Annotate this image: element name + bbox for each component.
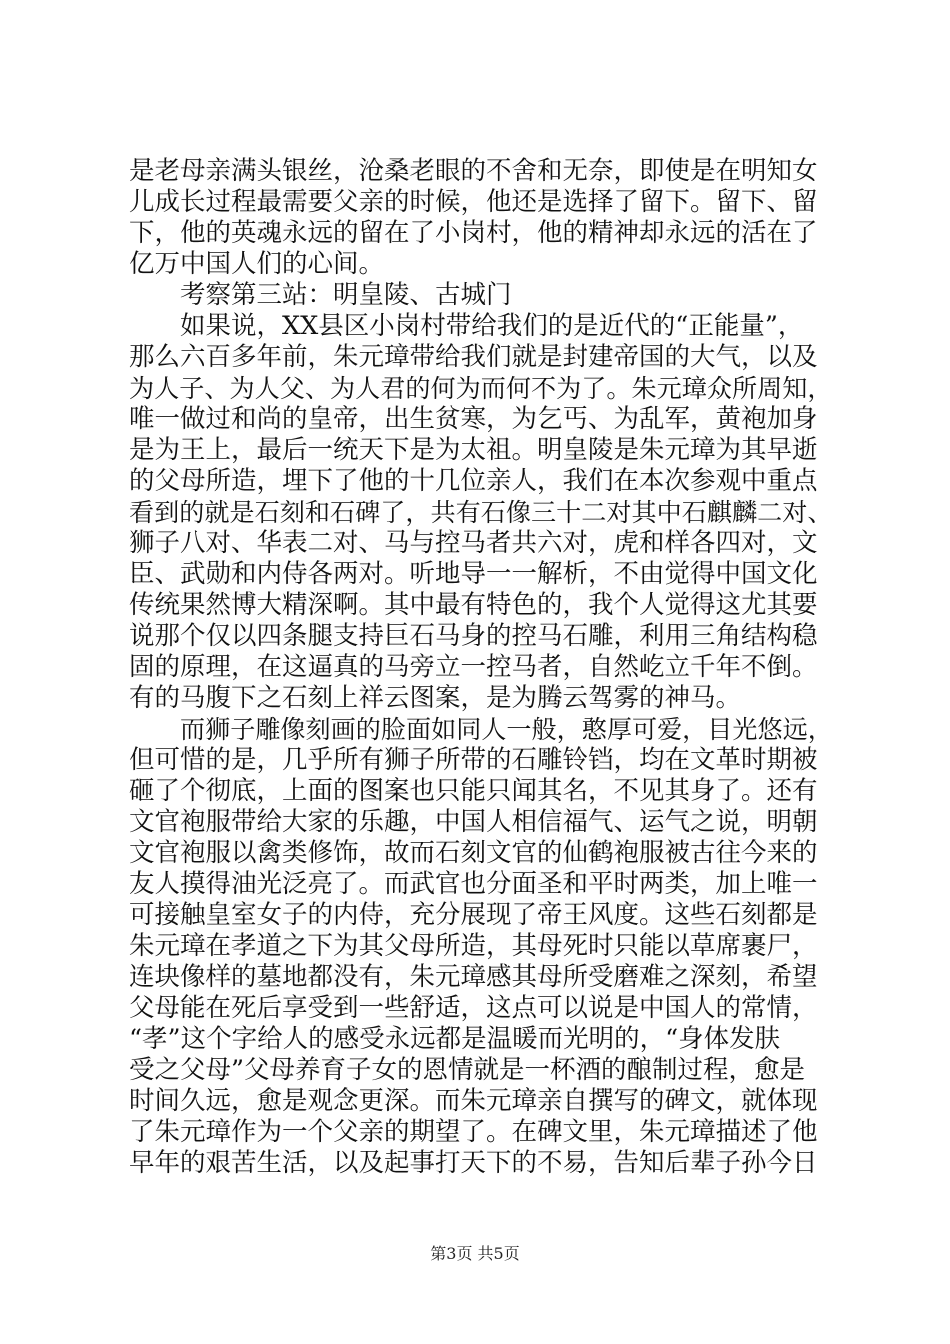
text-line: 的父母所造，埋下了他的十几位亲人，我们在本次参观中重点: [129, 466, 818, 496]
text-line: 考察第三站：明皇陵、古城门: [180, 280, 512, 310]
text-line: 下，他的英魂永远的留在了小岗村，他的精神却永远的活在了: [129, 218, 818, 248]
text-line: 文官袍服以禽类修饰，故而石刻文官的仙鹤袍服被古往今来的: [129, 838, 818, 868]
text-line: 如果说，XX县区小岗村带给我们的是近代的“正能量”，: [180, 311, 804, 341]
page-footer: 第3页 共5页: [430, 1244, 520, 1263]
text-line: 是老母亲满头银丝，沧桑老眼的不舍和无奈，即使是在明知女: [129, 156, 818, 186]
text-line: 连块像样的墓地都没有，朱元璋感其母所受磨难之深刻，希望: [129, 962, 818, 992]
text-line: 友人摸得油光泛亮了。而武官也分面圣和平时两类，加上唯一: [129, 869, 818, 899]
text-line: 砸了个彻底，上面的图案也只能只闻其名，不见其身了。还有: [129, 776, 818, 806]
text-line: 臣、武勋和内侍各两对。听地导一一解析，不由觉得中国文化: [129, 559, 818, 589]
text-line: “孝”这个字给人的感受永远都是温暖而光明的，“身体发肤: [129, 1024, 781, 1054]
text-line: 而狮子雕像刻画的脸面如同人一般，憨厚可爱，目光悠远，: [180, 715, 833, 744]
text-line: 文官袍服带给大家的乐趣，中国人相信福气、运气之说，明朝: [129, 807, 818, 837]
text-line: 受之父母”父母养育子女的恩情就是一杯酒的酿制过程，愈是: [129, 1055, 806, 1085]
text-line: 那么六百多年前，朱元璋带给我们就是封建帝国的大气，以及: [129, 342, 818, 372]
text-line: 时间久远，愈是观念更深。而朱元璋亲自撰写的碑文，就体现: [129, 1086, 818, 1116]
text-line: 看到的就是石刻和石碑了，共有石像三十二对其中石麒麟二对、: [129, 498, 833, 527]
text-line: 传统果然博大精深啊。其中最有特色的，我个人觉得这尤其要: [129, 590, 818, 620]
text-line: 为人子、为人父、为人君的何为而何不为了。朱元璋众所周知，: [129, 374, 833, 403]
text-line: 可接触皇室女子的内侍，充分展现了帝王风度。这些石刻都是: [129, 900, 818, 930]
text-line: 是为王上，最后一统天下是为太祖。明皇陵是朱元璋为其早逝: [129, 435, 818, 465]
body-text: [129, 156, 833, 1179]
text-line: 唯一做过和尚的皇帝，出生贫寒，为乞丐、为乱军，黄袍加身: [129, 404, 818, 434]
text-line: 固的原理，在这逼真的马旁立一控马者，自然屹立千年不倒。: [129, 652, 818, 682]
text-line: 早年的艰苦生活，以及起事打天下的不易，告知后辈子孙今日: [129, 1148, 818, 1178]
text-line: 有的马腹下之石刻上祥云图案，是为腾云驾雾的神马。: [129, 683, 742, 713]
text-line: 儿成长过程最需要父亲的时候，他还是选择了留下。留下、留: [129, 187, 818, 217]
text-line: 说那个仅以四条腿支持巨石马身的控马石雕，利用三角结构稳: [129, 621, 818, 651]
text-line: 朱元璋在孝道之下为其父母所造，其母死时只能以草席裹尸，: [129, 931, 818, 961]
text-line: 但可惜的是，几乎所有狮子所带的石雕铃铛，均在文革时期被: [129, 745, 818, 775]
text-line: 父母能在死后享受到一些舒适，这点可以说是中国人的常情，: [129, 993, 818, 1023]
text-line: 狮子八对、华表二对、马与控马者共六对，虎和样各四对，文: [129, 528, 818, 558]
text-line: 了朱元璋作为一个父亲的期望了。在碑文里，朱元璋描述了他: [129, 1117, 818, 1147]
text-line: 亿万中国人们的心间。: [129, 249, 385, 279]
